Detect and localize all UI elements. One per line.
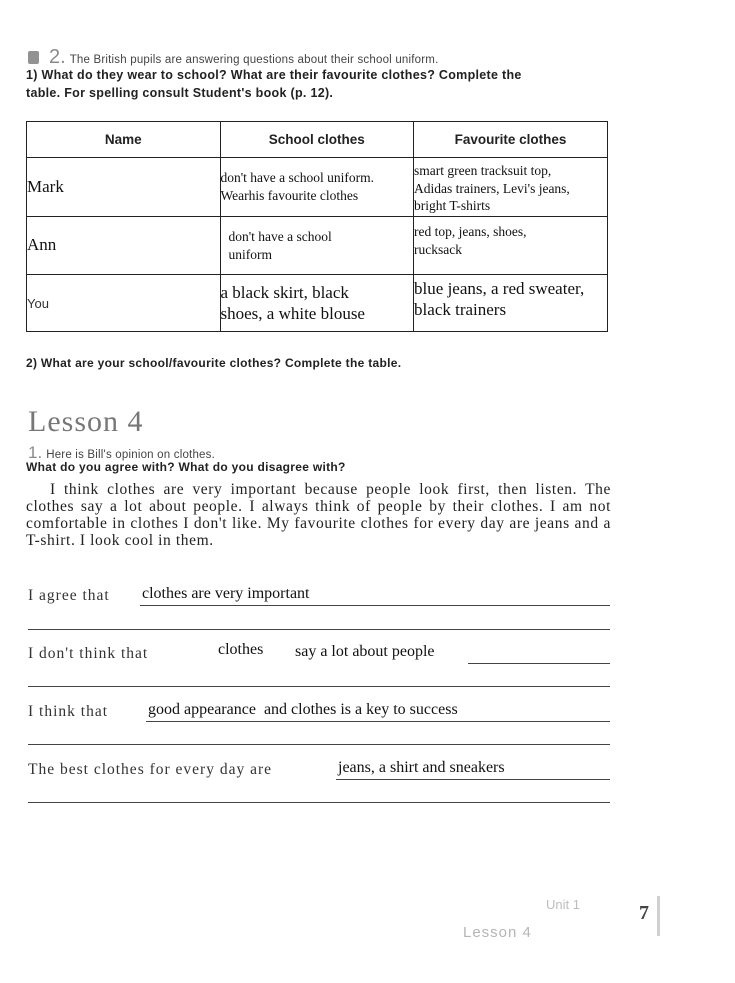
cell-text-line: uniform xyxy=(228,246,272,262)
answer-line xyxy=(140,605,610,606)
fill-in-prompt: I don't think that xyxy=(28,645,149,662)
reading-passage: I think clothes are very important because people look first, then listen. The clothes say a lot about people. I always think of people by their clothes. I am not comfortable in clothes I don't like. My favourite clothes for every day are jeans and a T-shirt. I look cool in them. xyxy=(26,481,611,549)
fill-in-dont-think xyxy=(28,641,610,663)
answer-line xyxy=(468,663,610,664)
fill-in-think xyxy=(28,699,610,721)
cell-text-line: bright T-shirts xyxy=(414,198,491,214)
cell-text-line: Wearhis favourite clothes xyxy=(220,188,359,203)
footer-unit: Unit 1 xyxy=(546,897,580,912)
table-row xyxy=(27,217,608,275)
fill-in-agree xyxy=(28,583,610,605)
page-edge-decoration xyxy=(657,896,660,936)
page-number: 7 xyxy=(639,902,649,924)
cell-text-line: Adidas trainers, Levi's jeans, xyxy=(414,180,570,196)
cell-school-clothes[interactable] xyxy=(220,217,414,275)
table-header-row xyxy=(27,122,608,158)
fill-in-answer[interactable]: clothes are very important xyxy=(142,585,310,602)
header-school-clothes: School clothes xyxy=(220,122,414,158)
fill-in-best-clothes xyxy=(28,757,610,779)
cell-school-clothes[interactable] xyxy=(220,158,414,217)
exercise-2-header xyxy=(28,46,438,69)
cell-text-line: shoes, a white blouse xyxy=(220,304,365,323)
exercise-number: 1. xyxy=(28,443,43,462)
cell-favourite-clothes[interactable] xyxy=(414,217,608,275)
uniform-table xyxy=(26,121,608,332)
cell-school-clothes[interactable] xyxy=(220,275,414,332)
blank-answer-line[interactable] xyxy=(28,686,610,687)
cell-text-line: don't have a school xyxy=(228,228,332,244)
fill-in-answer[interactable]: jeans, a shirt and sneakers xyxy=(338,759,505,776)
fill-in-prompt: The best clothes for every day are xyxy=(28,761,273,778)
exercise-intro: Here is Bill's opinion on clothes. xyxy=(46,449,215,461)
answer-line xyxy=(336,779,610,780)
blank-answer-line[interactable] xyxy=(28,802,610,803)
answer-line xyxy=(146,721,610,722)
header-favourite-clothes: Favourite clothes xyxy=(414,122,608,158)
cell-text-line: black trainers xyxy=(414,300,507,320)
fill-in-answer-part-2[interactable]: say a lot about people xyxy=(295,643,435,660)
blank-answer-line[interactable] xyxy=(28,629,610,630)
exercise-1-task: What do you agree with? What do you disagree with? xyxy=(26,460,346,474)
blank-answer-line[interactable] xyxy=(28,744,610,745)
cell-favourite-clothes[interactable] xyxy=(414,275,608,332)
cell-text-line: a black skirt, black xyxy=(220,282,349,302)
task-2: 2) What are your school/favourite clothes? Complete the table. xyxy=(26,356,402,370)
table-row xyxy=(27,158,608,217)
cell-text-line: don't have a school uniform. xyxy=(220,170,375,186)
table-row xyxy=(27,275,608,332)
fill-in-prompt: I agree that xyxy=(28,587,110,604)
fill-in-answer[interactable]: good appearance and clothes is a key to success xyxy=(148,701,458,718)
exercise-number: 2. xyxy=(49,46,66,68)
fill-in-answer-part-1[interactable]: clothes xyxy=(218,641,264,658)
cell-text-line: red top, jeans, shoes, xyxy=(414,224,527,239)
cell-name[interactable]: You xyxy=(27,275,221,332)
lesson-title: Lesson 4 xyxy=(28,405,144,438)
exercise-intro: The British pupils are answering questions about their school uniform. xyxy=(69,54,439,66)
workbook-icon xyxy=(28,51,39,64)
task-1-line-1: 1) What do they wear to school? What are their favourite clothes? Complete the xyxy=(26,68,522,82)
cell-text-line: blue jeans, a red sweater, xyxy=(414,279,585,298)
fill-in-prompt: I think that xyxy=(28,703,109,720)
cell-favourite-clothes[interactable] xyxy=(414,158,608,217)
cell-name[interactable]: Mark xyxy=(27,158,221,217)
cell-text-line: smart green tracksuit top, xyxy=(414,163,552,178)
task-1-line-2: table. For spelling consult Student's book (p. 12). xyxy=(26,86,334,100)
footer-lesson: Lesson 4 xyxy=(463,924,532,941)
cell-text-line: rucksack xyxy=(414,241,463,257)
cell-name[interactable]: Ann xyxy=(27,217,221,275)
header-name: Name xyxy=(27,122,221,158)
